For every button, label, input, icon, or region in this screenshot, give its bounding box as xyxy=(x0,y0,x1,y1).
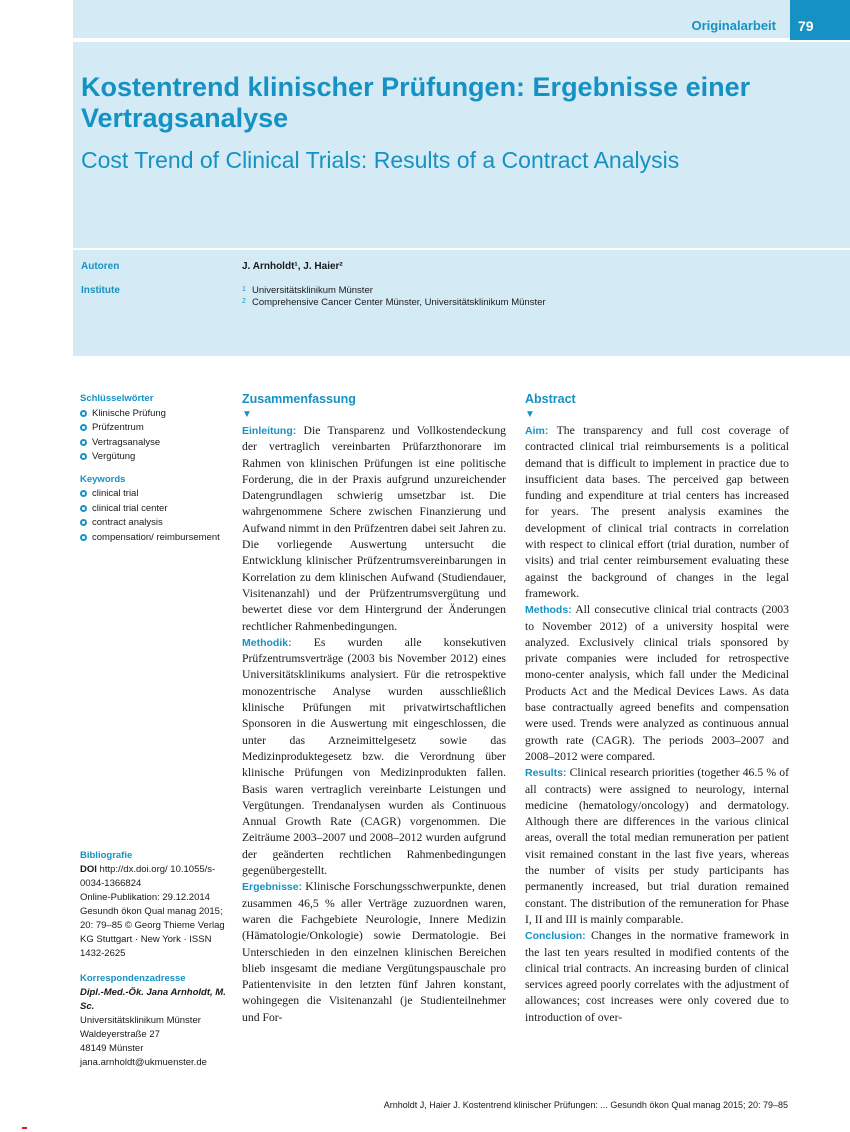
correspondence-line: Waldeyerstraße 27 xyxy=(80,1029,160,1040)
doi-line: DOI http://dx.doi.org/ 10.1055/s-0034-1366824 xyxy=(80,864,216,889)
institute-item: 2 Comprehensive Cancer Center Münster, Universitätsklinikum Münster xyxy=(242,297,546,308)
footer-citation: Arnholdt J, Haier J. Kostentrend klinischer Prüfungen: ... Gesundh ökon Qual manag 2015; 20: 79–85 xyxy=(383,1100,788,1110)
correspondence-email[interactable]: jana.arnholdt@ukmuenster.de xyxy=(80,1057,207,1068)
correspondence-label: Korrespondenzadresse xyxy=(80,973,186,984)
authors-band xyxy=(73,250,850,356)
keywords-sidebar xyxy=(80,392,230,553)
keywords-de-label: Schlüsselwörter xyxy=(80,393,154,404)
ergebnisse-paragraph: Ergebnisse: Klinische Forschungsschwerpunkte, denen zusammen 46,5 % aller Verträge zuzuordnen waren, waren die Fachgebiete Neurologie, Innere Medizin (Hämatologie/Onkologie) sowie Dermatologie. Bei Unterschieden in den einzelnen klinischen Bereichen blieb insgesamt die mediane Vergütungspauschale pro Patientenvisite in den letzten fünf Jahren konstant, wohingegen die Visitenanzahl (je Studienteilnehmer und For- xyxy=(242,880,506,1024)
keyword-item: Prüfzentrum xyxy=(80,421,230,436)
zusammenfassung-column xyxy=(242,392,506,1026)
methodik-paragraph: Methodik: Es wurden alle konsekutiven Prüfzentrumsverträge (2003 bis November 2012) eines Universitätsklinikums analysiert. Für die retrospektive monozentrische Analyse wurden ausschließlich klinische Prüfungen mit privatwirtschaftlichen Sponsoren in die Auswertung mit eingeschlossen, die unter das Arzneimittelgesetz sowie das Medizinproduktegesetz bzw. die Verordnung über klinische Prüfungen von Medizinprodukten fallen. Basis waren vertraglich vereinbarte Leistungen und Vergütungen. Trendanalysen wurden als Continuous Annual Growth Rate (CAGR) vorgenommen. Die Zeiträume 2003–2007 und 2008–2012 wurden aufgrund der geänderten rechtlichen Rahmenbedingungen gegenübergestellt. xyxy=(242,635,506,878)
keyword-item: Vertragsanalyse xyxy=(80,436,230,451)
results-paragraph: Results: Clinical research priorities (together 46.5 % of all contracts) were assigned to neurology, internal medicine (hematology/oncology) and dermatology. Although there are differences in the various clinical areas, overall the total median remuneration per patient visit remained constant in the last five years, whereas the number of visits per study participants has permanently increased, but trial duration remained constant. The distribution of the remuneration for Phase I, II and III is mainly comparable. xyxy=(525,766,790,926)
institute-item: 1 Universitätsklinikum Münster xyxy=(242,285,373,296)
institutes-label: Institute xyxy=(81,285,120,296)
title-english: Cost Trend of Clinical Trials: Results of a Contract Analysis xyxy=(81,147,680,173)
keyword-item: clinical trial center xyxy=(80,502,230,517)
correspondence-block xyxy=(80,972,230,1070)
online-publication: Online-Publikation: 29.12.2014 xyxy=(80,892,210,903)
keyword-item: compensation/ reimbursement xyxy=(80,531,230,546)
keyword-item: contract analysis xyxy=(80,516,230,531)
authors-label: Autoren xyxy=(81,261,120,272)
abstract-column xyxy=(525,392,789,1026)
bibliography-label: Bibliografie xyxy=(80,850,133,861)
correspondence-line: Universitätsklinikum Münster xyxy=(80,1015,201,1026)
keywords-en-list xyxy=(80,487,230,545)
title-german: Kostentrend klinischer Prüfungen: Ergebnisse einer Vertragsanalyse xyxy=(81,72,751,133)
keyword-item: clinical trial xyxy=(80,487,230,502)
journal-info: Gesundh ökon Qual manag 2015; 20: 79–85 © Georg Thieme Verlag KG Stuttgart · New York · ISSN 1432-2625 xyxy=(80,906,225,959)
keywords-en-label: Keywords xyxy=(80,473,126,485)
correspondence-name: Dipl.-Med.-Ök. Jana Arnholdt, M. Sc. xyxy=(80,987,226,1012)
section-label: Originalarbeit xyxy=(691,18,776,33)
authors: J. Arnholdt¹, J. Haier² xyxy=(242,261,343,272)
abstract-heading: Abstract xyxy=(525,392,576,406)
conclusion-paragraph: Conclusion: Changes in the normative framework in the last ten years resulted in modified contents of the clinical trial contracts. An increasing burden of clinical services agreed poorly correlates with the adjustment of allowances; cost increases were only covered due to introduction of over- xyxy=(525,929,789,1024)
keyword-item: Vergütung xyxy=(80,450,230,465)
einleitung-paragraph: Einleitung: Die Transparenz und Vollkostendeckung der vertraglich vereinbarten Prüfarzthonorare im Rahmen von klinischen Prüfungen ist eine politische Forderung, die in der Praxis aufgrund unzureichender Datengrundlagen schwierig umsetzbar ist. Die wahrgenommene Schere zwischen Finanzierung und Aufwand nimmt in den Prüfzentren dabei seit Jahren zu. Die vorliegende Auswertung untersucht die Entwicklung klinischer Prüfzentrumsvereinbarungen in Korrelation zu dem klinischen Aufwand (Studiendauer, Visitenanzahl) und der Prüfzentrumsvergütung und bewertet diese vor dem Hintergrund der Änderungen rechtlicher Rahmenbedingungen. xyxy=(242,424,507,633)
crop-mark xyxy=(22,1127,27,1129)
page-number: 79 xyxy=(790,0,850,40)
triangle-marker-icon: ▼ xyxy=(242,409,252,420)
institutes-list xyxy=(242,285,546,309)
doi-link[interactable]: http://dx.doi.org/ 10.1055/s-0034-1366824 xyxy=(80,864,216,889)
triangle-marker-icon: ▼ xyxy=(525,409,535,420)
correspondence-line: 48149 Münster xyxy=(80,1043,144,1054)
bibliography-block xyxy=(80,849,230,961)
keyword-item: Klinische Prüfung xyxy=(80,407,230,422)
zusammenfassung-heading: Zusammenfassung xyxy=(242,392,356,406)
header-band xyxy=(73,0,850,40)
aim-paragraph: Aim: The transparency and full cost coverage of contracted clinical trial reimbursements is a political demand that is difficult to implement in practice due to insufficient data bases. The perceived gap between funding and expenditure at trial centers has increased for years. The present analysis examines the development of clinical trial contracts in correlation with respect to clinical effort (trial duration, number of visits) and trial center reimbursement evaluating these against the background of changes in the legal framework. xyxy=(525,424,790,600)
methods-paragraph: Methods: All consecutive clinical trial contracts (2003 to November 2012) of a university hospital were analyzed. Exclusively clinical trials sponsored by private companies were included for retrospective mono-center analysis, which fall under the Medicinal Products Act and the Medical Devices Laws. As data base contractually agreed benefits and compensation were used. Trends were analyzed as continuous annual growth rate (CAGR). The periods 2003–2007 and 2008–2012 were compared. xyxy=(525,603,789,763)
keywords-de-list xyxy=(80,407,230,465)
title-band xyxy=(73,42,850,248)
